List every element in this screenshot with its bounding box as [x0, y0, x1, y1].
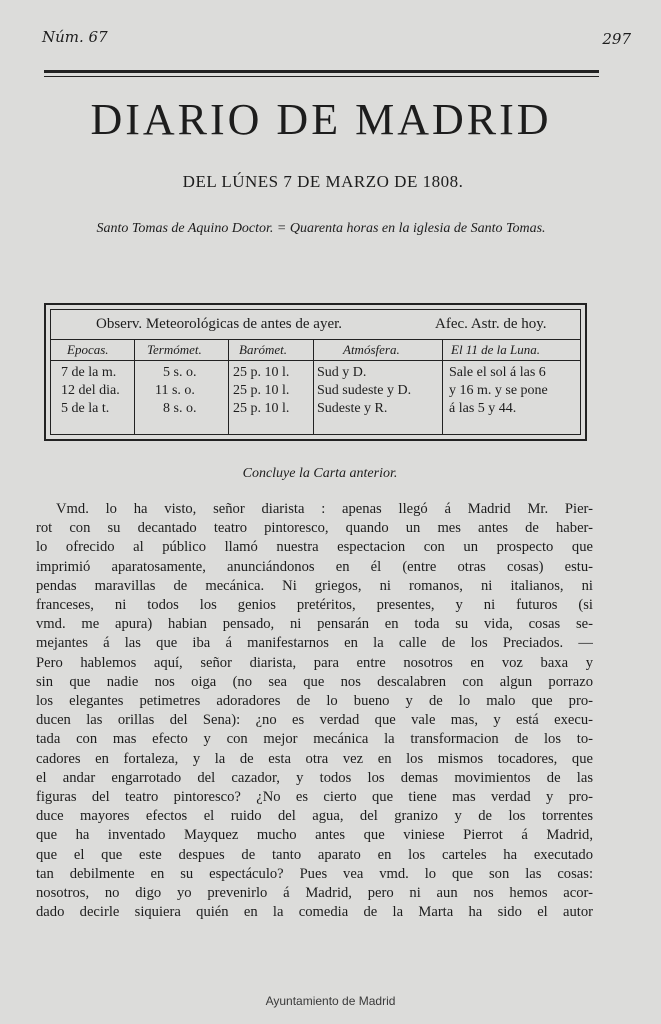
article-line: que ha inventado Mayquez mucho antes que viniese Pierrot á Madrid, — [36, 827, 593, 844]
weather-table-inner — [50, 309, 581, 435]
article-line: vmd. me apura) habian pensado, ni pensarán en toda su vida, cosas se- — [36, 616, 593, 633]
column-divider — [228, 339, 229, 434]
row1-epoca: 7 de la m. — [61, 365, 117, 380]
row3-epoca: 5 de la t. — [61, 401, 110, 416]
astro-line-1: Sale el sol á las 6 — [449, 365, 546, 380]
row1-termometro: 5 s. o. — [163, 365, 197, 380]
article-line: sin que nadie nos oiga (no sea que nos descalabren con algun porrazo — [36, 673, 593, 690]
col-header-luna: El 11 de la Luna. — [451, 342, 540, 357]
astro-line-2: y 16 m. y se pone — [449, 383, 548, 398]
top-rule-thick — [44, 70, 599, 73]
table-divider — [51, 339, 580, 340]
col-header-barometro: Barómet. — [239, 342, 288, 357]
column-divider — [313, 339, 314, 434]
article-line: los elegantes petimetres adoradores de lo bueno y de lo malo que pro- — [36, 693, 593, 710]
article-subtitle: Concluye la Carta anterior. — [242, 466, 398, 481]
row3-atmosfera: Sudeste y R. — [317, 401, 388, 416]
saint-of-day: Santo Tomas de Aquino Doctor. = Quarenta horas en la iglesia de Santo Tomas. — [96, 221, 546, 236]
article-line: nosotros, no digo yo prevenirlo á Madrid, pero ni aun nos hemos acor- — [36, 885, 593, 902]
article-line: cadores en fortaleza, y la de esta otra vez en los mismos tocadores, que — [36, 750, 593, 767]
row2-termometro: 11 s. o. — [155, 383, 195, 398]
article-line: imprimió aparatosamente, anunciándonos en él (entre otras cosas) estu- — [36, 558, 593, 575]
weather-title: Observ. Meteorológicas de antes de ayer. — [96, 316, 343, 332]
article-line: Pero hablemos aquí, señor diarista, para entre nosotros en voz baxa y — [36, 654, 593, 671]
col-header-termometro: Termómet. — [147, 342, 202, 357]
masthead-title: DIARIO DE MADRID — [90, 95, 552, 144]
row3-termometro: 8 s. o. — [163, 401, 197, 416]
article-line: duce mayores efectos el ruido del agua, del granizo y de los torrentes — [36, 808, 593, 825]
column-divider — [442, 339, 443, 434]
astro-line-3: á las 5 y 44. — [449, 401, 517, 416]
article-body — [36, 500, 593, 922]
issue-date: DEL LÚNES 7 DE MARZO DE 1808. — [182, 172, 464, 191]
astro-title: Afec. Astr. de hoy. — [435, 316, 547, 332]
article-line: rot con su decantado teatro pintoresco, quando un mes antes de haber- — [36, 520, 593, 537]
article-line: pendas maravillas de mecánica. Ni griegos, ni romanos, ni italianos, ni — [36, 577, 593, 594]
page-number: 297 — [602, 30, 631, 48]
row1-atmosfera: Sud y D. — [317, 365, 367, 380]
column-divider — [134, 339, 135, 434]
article-line: que el que este despues de tanto aparato en los carteles ha executado — [36, 846, 593, 863]
article-line: Vmd. lo ha visto, señor diarista : apenas llegó á Madrid Mr. Pier- — [56, 501, 593, 517]
row1-barometro: 25 p. 10 l. — [233, 365, 290, 380]
article-line: figuras del teatro pintoresco? ¿No es cierto que tiene mas verdad y pro- — [36, 789, 593, 806]
article-line: tan debilmente en su espectáculo? Pues vea vmd. lo que son las cosas: — [36, 865, 593, 882]
archive-credit: Ayuntamiento de Madrid — [265, 994, 396, 1008]
article-line: franceses, ni todos los genios pretéritos, presentes, y ni futuros (si — [36, 597, 593, 614]
article-line: el andar engarrotado del cazador, y todos los demas movimientos de las — [36, 769, 593, 786]
weather-table — [44, 303, 587, 441]
issue-number: Núm. 67 — [42, 28, 108, 46]
row2-epoca: 12 del dia. — [61, 383, 120, 398]
article-line: tada con mas efecto y con mejor mecánica la transformacion de los to- — [36, 731, 593, 748]
row2-atmosfera: Sud sudeste y D. — [317, 383, 412, 398]
article-line: dado decirle siquiera quién en la comedia de la Marta ha sido el autor — [36, 904, 593, 921]
table-header-divider — [51, 360, 580, 361]
col-header-atmosfera: Atmósfera. — [343, 342, 400, 357]
row3-barometro: 25 p. 10 l. — [233, 401, 290, 416]
col-header-epocas: Epocas. — [67, 342, 109, 357]
top-rule-thin — [44, 76, 599, 77]
article-line: ducen las orillas del Sena): ¿no es verdad que vale mas, y está execu- — [36, 712, 593, 729]
article-line: mejantes á las que iba á manifestarnos en la calle de los Preciados. — — [36, 635, 593, 652]
row2-barometro: 25 p. 10 l. — [233, 383, 290, 398]
article-line: lo ofrecido al público llamó nuestra espectacion con un prospecto que — [36, 539, 593, 556]
